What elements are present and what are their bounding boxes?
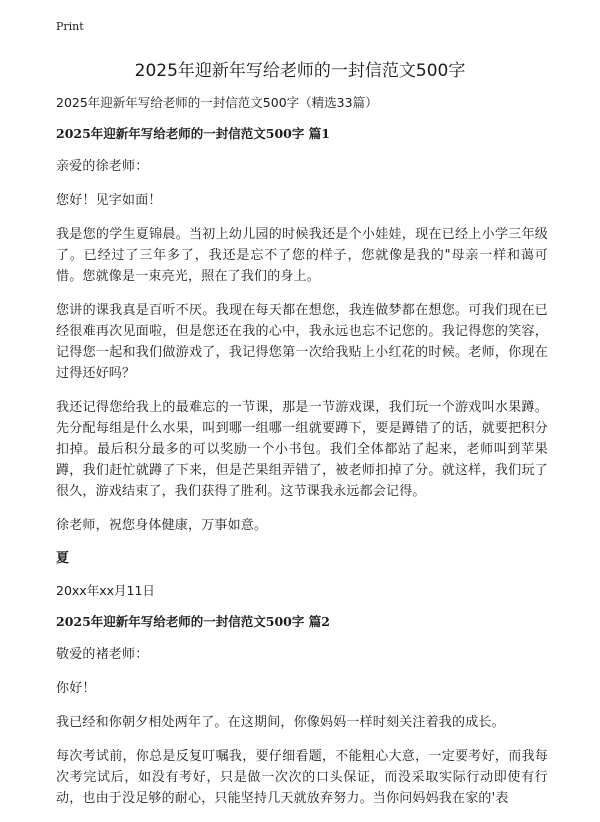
letter-signature-1: 夏 bbox=[56, 551, 70, 566]
letter-salutation-2: 敬爱的褚老师： bbox=[56, 647, 149, 662]
letter-paragraph: 徐老师，祝您身体健康，万事如意。 bbox=[56, 518, 268, 533]
letter-salutation-1: 亲爱的徐老师： bbox=[56, 159, 149, 174]
letter-greeting-1: 您好！见字如面！ bbox=[56, 193, 162, 208]
letter-paragraph: 每次考试前，你总是反复叮嘱我，要仔细看题，不能粗心大意，一定要考好，而我每次考完试后，如没有考好，只是做一次次的口头保证，而没采取实际行动即使有行动，也由于没足够的耐心，只能坚持几天就放弃努力。当你问妈妈我在家的'表 bbox=[56, 749, 548, 806]
document-title: 2025年迎新年写给老师的一封信范文500字 bbox=[134, 61, 466, 81]
letter-date-1: 20xx年xx月11日 bbox=[56, 583, 155, 598]
document-body bbox=[56, 94, 548, 822]
letter-paragraph: 您讲的课我真是百听不厌。我现在每天都在想您，我连做梦都在想您。可我们现在已经很难再次见面啦，但是您还在我的心中，我永远也忘不记您的。我记得您的笑容，记得您一起和我们做游戏了，我记得您第一次给我贴上小红花的时候。老师，你现在过得还好吗？ bbox=[56, 303, 548, 381]
document-subtitle: 2025年迎新年写给老师的一封信范文500字（精选33篇） bbox=[56, 95, 378, 110]
letter-paragraph: 我已经和你朝夕相处两年了。在这期间，你像妈妈一样时刻关注着我的成长。 bbox=[56, 715, 505, 730]
letter-greeting-2: 你好！ bbox=[56, 681, 96, 696]
letter-paragraph: 我是您的学生夏锦晨。当初上幼儿园的时候我还是个小娃娃，现在已经上小学三年级了。已经过了三年多了，我还是忘不了您的样子，您就像是我的"母亲一样和蔼可惜。您就像是一束亮光，照在了我们的身上。 bbox=[56, 227, 548, 284]
print-link[interactable]: Print bbox=[56, 20, 84, 33]
letter-heading-1: 2025年迎新年写给老师的一封信范文500字 篇1 bbox=[56, 126, 330, 141]
letter-paragraph: 我还记得您给我上的最难忘的一节课，那是一节游戏课，我们玩一个游戏叫水果蹲。先分配每组是什么水果，叫到哪一组哪一组就要蹲下，要是蹲错了的话，就要把积分扣掉。最后积分最多的可以奖励一个小书包。我们全体都站了起来，老师叫到苹果蹲，我们赶忙就蹲了下来，但是芒果组弄错了，被老师扣掉了分。就这样，我们玩了很久，游戏结束了，我们获得了胜利。这节课我永远都会记得。 bbox=[56, 400, 548, 499]
letter-heading-2: 2025年迎新年写给老师的一封信范文500字 篇2 bbox=[56, 614, 330, 629]
